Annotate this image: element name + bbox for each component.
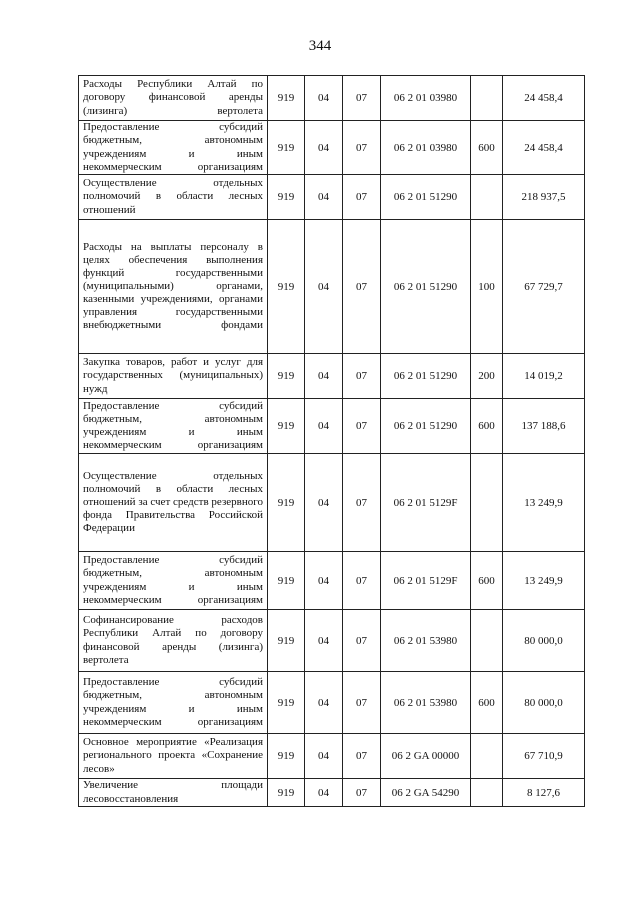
row-section-code: 04: [305, 76, 343, 121]
row-expense-type-code: [471, 610, 503, 672]
row-amount: 67 729,7: [503, 220, 585, 354]
row-amount: 67 710,9: [503, 734, 585, 779]
row-name: Основное мероприятие «Реализация регионального проекта «Сохранение лесов»: [79, 734, 268, 779]
row-name: Предоставление субсидий бюджетным, автономным учреждениям и иным некоммерческим организациям: [79, 399, 268, 454]
row-amount: 80 000,0: [503, 672, 585, 734]
row-target-code: 06 2 01 51290: [381, 175, 471, 220]
row-section-code: 04: [305, 779, 343, 807]
table-row: [79, 734, 585, 779]
row-ministry-code: 919: [268, 121, 305, 175]
row-subsection-code: 07: [343, 454, 381, 552]
row-amount: 8 127,6: [503, 779, 585, 807]
row-amount: 24 458,4: [503, 76, 585, 121]
row-name: Закупка товаров, работ и услуг для государственных (муниципальных) нужд: [79, 354, 268, 399]
page-number: 344: [308, 38, 332, 54]
row-subsection-code: 07: [343, 121, 381, 175]
row-amount: 137 188,6: [503, 399, 585, 454]
row-subsection-code: 07: [343, 672, 381, 734]
row-expense-type-code: [471, 175, 503, 220]
row-section-code: 04: [305, 354, 343, 399]
row-ministry-code: 919: [268, 175, 305, 220]
row-ministry-code: 919: [268, 220, 305, 354]
row-ministry-code: 919: [268, 454, 305, 552]
row-amount: 13 249,9: [503, 454, 585, 552]
row-ministry-code: 919: [268, 354, 305, 399]
row-amount: 80 000,0: [503, 610, 585, 672]
row-target-code: 06 2 01 51290: [381, 354, 471, 399]
table-row: [79, 454, 585, 552]
row-ministry-code: 919: [268, 734, 305, 779]
row-name: Расходы Республики Алтай по договору финансовой аренды (лизинга) вертолета: [79, 76, 268, 121]
row-name: Расходы на выплаты персоналу в целях обеспечения выполнения функций государственными (муниципальными) органами, казенными учреждениями, органами управления государственными внебюджетными фондами: [79, 220, 268, 354]
row-section-code: 04: [305, 454, 343, 552]
row-ministry-code: 919: [268, 610, 305, 672]
row-subsection-code: 07: [343, 175, 381, 220]
row-section-code: 04: [305, 220, 343, 354]
row-name: Увеличение площади лесовосстановления: [79, 779, 268, 807]
row-section-code: 04: [305, 552, 343, 610]
row-subsection-code: 07: [343, 552, 381, 610]
row-expense-type-code: 100: [471, 220, 503, 354]
row-name: Предоставление субсидий бюджетным, автономным учреждениям и иным некоммерческим организациям: [79, 672, 268, 734]
row-expense-type-code: 600: [471, 399, 503, 454]
row-target-code: 06 2 01 5129F: [381, 454, 471, 552]
row-target-code: 06 2 GA 54290: [381, 779, 471, 807]
row-amount: 13 249,9: [503, 552, 585, 610]
row-target-code: 06 2 01 51290: [381, 399, 471, 454]
table-row: [79, 610, 585, 672]
row-expense-type-code: [471, 779, 503, 807]
row-target-code: 06 2 01 53980: [381, 672, 471, 734]
row-target-code: 06 2 01 03980: [381, 121, 471, 175]
table-row: [79, 220, 585, 354]
row-expense-type-code: 200: [471, 354, 503, 399]
row-subsection-code: 07: [343, 399, 381, 454]
row-expense-type-code: [471, 454, 503, 552]
row-name: Осуществление отдельных полномочий в области лесных отношений за счет средств резервного фонда Правительства Российской Федерации: [79, 454, 268, 552]
row-expense-type-code: [471, 76, 503, 121]
table-row: [79, 672, 585, 734]
budget-table: [78, 75, 585, 807]
table-row: [79, 552, 585, 610]
row-expense-type-code: 600: [471, 121, 503, 175]
table-row: [79, 175, 585, 220]
row-section-code: 04: [305, 121, 343, 175]
table-row: [79, 399, 585, 454]
row-name: Софинансирование расходов Республики Алтай по договору финансовой аренды (лизинга) вертолета: [79, 610, 268, 672]
row-name: Осуществление отдельных полномочий в области лесных отношений: [79, 175, 268, 220]
row-ministry-code: 919: [268, 552, 305, 610]
row-section-code: 04: [305, 672, 343, 734]
row-section-code: 04: [305, 734, 343, 779]
row-ministry-code: 919: [268, 779, 305, 807]
row-subsection-code: 07: [343, 220, 381, 354]
table-row: [79, 76, 585, 121]
row-section-code: 04: [305, 399, 343, 454]
row-ministry-code: 919: [268, 399, 305, 454]
row-name: Предоставление субсидий бюджетным, автономным учреждениям и иным некоммерческим организациям: [79, 552, 268, 610]
row-target-code: 06 2 01 51290: [381, 220, 471, 354]
row-amount: 218 937,5: [503, 175, 585, 220]
row-ministry-code: 919: [268, 76, 305, 121]
row-subsection-code: 07: [343, 779, 381, 807]
row-ministry-code: 919: [268, 672, 305, 734]
row-amount: 24 458,4: [503, 121, 585, 175]
row-subsection-code: 07: [343, 734, 381, 779]
row-target-code: 06 2 01 03980: [381, 76, 471, 121]
row-expense-type-code: 600: [471, 552, 503, 610]
row-subsection-code: 07: [343, 610, 381, 672]
table-row: [79, 779, 585, 807]
row-expense-type-code: 600: [471, 672, 503, 734]
table-row: [79, 354, 585, 399]
row-target-code: 06 2 01 53980: [381, 610, 471, 672]
row-target-code: 06 2 GA 00000: [381, 734, 471, 779]
row-name: Предоставление субсидий бюджетным, автономным учреждениям и иным некоммерческим организациям: [79, 121, 268, 175]
row-subsection-code: 07: [343, 76, 381, 121]
row-section-code: 04: [305, 610, 343, 672]
row-target-code: 06 2 01 5129F: [381, 552, 471, 610]
row-expense-type-code: [471, 734, 503, 779]
row-section-code: 04: [305, 175, 343, 220]
row-amount: 14 019,2: [503, 354, 585, 399]
table-row: [79, 121, 585, 175]
row-subsection-code: 07: [343, 354, 381, 399]
